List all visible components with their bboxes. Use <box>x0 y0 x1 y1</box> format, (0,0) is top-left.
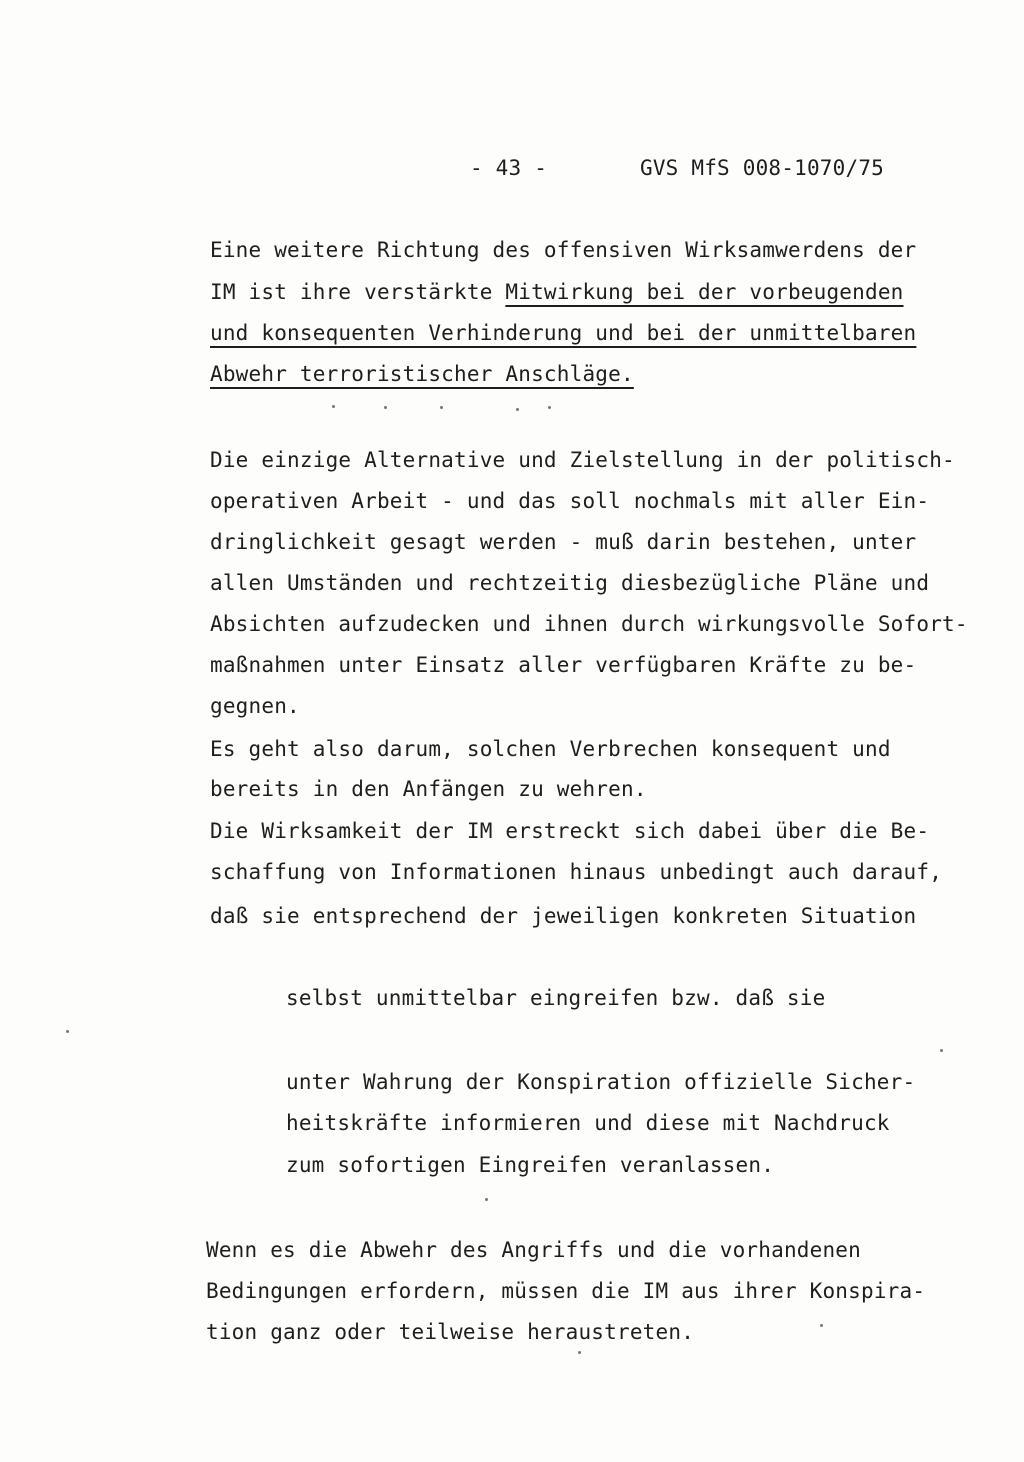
paragraph-2-line: maßnahmen unter Einsatz aller verfügbaren Kräfte zu be- <box>210 653 917 677</box>
document-reference: GVS MfS 008-1070/75 <box>640 156 885 180</box>
paragraph-1-line-4: Abwehr terroristischer Anschläge. <box>210 362 634 386</box>
scan-speck <box>440 406 443 409</box>
paragraph-2-line: operativen Arbeit - und das soll nochmals mit aller Ein- <box>210 489 930 513</box>
scan-speck <box>66 1030 69 1033</box>
scan-speck <box>548 406 551 409</box>
paragraph-2-line: dringlichkeit gesagt werden - muß darin bestehen, unter <box>210 530 917 554</box>
indented-line: unter Wahrung der Konspiration offizielle Sicher- <box>286 1070 916 1094</box>
scan-speck <box>384 406 387 409</box>
paragraph-2-line: daß sie entsprechend der jeweiligen konkreten Situation <box>210 904 917 928</box>
paragraph-1-line-1: Eine weitere Richtung des offensiven Wirksamwerdens der <box>210 238 917 262</box>
underlined-emphasis: Mitwirkung bei der vorbeugenden <box>505 280 904 304</box>
paragraph-2-line: Absichten aufzudecken und ihnen durch wirkungsvolle Sofort- <box>210 612 968 636</box>
scan-speck <box>820 1324 823 1327</box>
paragraph-2-line: bereits in den Anfängen zu wehren. <box>210 777 647 801</box>
page-header <box>470 156 920 186</box>
page-number: - 43 - <box>470 156 548 180</box>
scan-speck <box>940 1049 943 1052</box>
paragraph-3-line: Bedingungen erfordern, müssen die IM aus ihrer Konspira- <box>206 1279 926 1303</box>
paragraph-2-line: Die Wirksamkeit der IM erstreckt sich dabei über die Be- <box>210 819 930 843</box>
paragraph-2-line: schaffung von Informationen hinaus unbedingt auch darauf, <box>210 860 943 884</box>
scan-speck <box>485 1198 488 1201</box>
scan-speck <box>578 1351 581 1354</box>
paragraph-2-line: Es geht also darum, solchen Verbrechen konsequent und <box>210 737 891 761</box>
indented-line: heitskräfte informieren und diese mit Nachdruck <box>286 1111 890 1135</box>
scan-speck <box>516 408 519 411</box>
paragraph-1-line-3: und konsequenten Verhinderung und bei der unmittelbaren <box>210 321 917 345</box>
paragraph-3-line: Wenn es die Abwehr des Angriffs und die vorhandenen <box>206 1238 861 1262</box>
scan-speck <box>332 405 335 408</box>
paragraph-3-line: tion ganz oder teilweise heraustreten. <box>206 1320 695 1344</box>
paragraph-2-line: allen Umständen und rechtzeitig diesbezügliche Pläne und <box>210 571 930 595</box>
paragraph-1-line-2 <box>210 278 904 306</box>
indented-line: zum sofortigen Eingreifen veranlassen. <box>286 1153 775 1177</box>
paragraph-2-line: Die einzige Alternative und Zielstellung in der politisch- <box>210 448 955 472</box>
indented-line: selbst unmittelbar eingreifen bzw. daß sie <box>286 986 826 1010</box>
paragraph-1-line-2-text: IM ist ihre verstärkte <box>210 280 506 304</box>
paragraph-2-line: gegnen. <box>210 694 300 718</box>
